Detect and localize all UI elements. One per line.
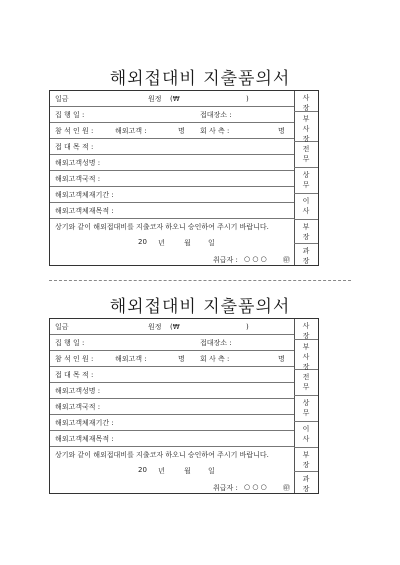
customer-country-label: 해외고객국적 : [55,403,101,411]
stay-period-label: 해외고객체재기간 : [55,191,114,199]
stay-purpose-row [50,203,294,219]
company-side-label: 회 사 측 : [200,127,230,135]
stay-purpose-row [50,431,294,447]
date-year: 20 [138,238,147,246]
approval-vice-president: 부 사 장 [294,340,318,370]
stay-period-row [50,415,294,431]
amount-label: 일금 [55,95,69,103]
approval-senior-director: 전 무 [294,142,318,168]
customer-name-row [50,155,294,171]
approval-president: 사 장 [294,319,318,340]
attendees-row [50,123,294,139]
approval-board-member: 이 사 [294,194,318,220]
date-year-unit: 년 [158,239,165,247]
place-label: 접대장소 : [200,339,232,347]
purpose-label: 접 대 목 적 : [55,143,94,151]
company-side-label: 회 사 측 : [200,355,230,363]
form-body [50,91,295,265]
amount-won-label: 원정 [148,95,162,103]
date-label: 집 행 일 : [55,339,85,347]
approval-director: 상 무 [294,168,318,194]
date-label: 집 행 일 : [55,111,85,119]
attendees-label: 참 석 인 원 : [55,127,94,135]
expense-form-top [0,0,400,265]
approval-column [294,91,318,265]
date-year-unit: 년 [158,467,165,475]
amount-close: ) [246,323,249,331]
approval-president: 사 장 [294,91,318,112]
request-area [50,219,294,267]
form-title: 해외접대비 지출품의서 [109,297,291,317]
approval-board-member: 이 사 [294,422,318,448]
stay-purpose-label: 해외고객체재목적 : [55,207,114,215]
approval-director: 상 무 [294,396,318,422]
request-area [50,447,294,495]
handler-label: 취급자 : [213,484,238,492]
form-title: 해외접대비 지출품의서 [109,69,291,89]
customer-name-label: 해외고객성명 : [55,159,101,167]
foreign-customers-label: 해외고객 : [115,127,147,135]
seal-icon: ㊞ [283,256,290,264]
amount-won-label: 원정 [148,323,162,331]
amount-row [50,319,294,335]
date-place-row [50,335,294,351]
customer-name-label: 해외고객성명 : [55,387,101,395]
amount-label: 일금 [55,323,69,331]
amount-open: (₩ [170,323,180,331]
foreign-unit: 명 [178,355,185,363]
form-body [50,319,295,493]
amount-open: (₩ [170,95,180,103]
company-unit: 명 [278,355,285,363]
date-month-unit: 월 [184,467,191,475]
purpose-row [50,367,294,383]
stay-period-row [50,187,294,203]
amount-close: ) [246,95,249,103]
request-text: 상기와 같이 해외접대비를 지출코자 하오니 승인하여 주시기 바랍니다. [55,451,269,459]
date-place-row [50,107,294,123]
attendees-row [50,351,294,367]
customer-country-row [50,399,294,415]
approval-general-manager: 부 장 [294,448,318,472]
request-text: 상기와 같이 해외접대비를 지출코자 하오니 승인하여 주시기 바랍니다. [55,223,269,231]
stay-period-label: 해외고객체재기간 : [55,419,114,427]
approval-manager: 과 장 [302,475,310,493]
customer-name-row [50,383,294,399]
purpose-row [50,139,294,155]
handler-label: 취급자 : [213,256,238,264]
place-label: 접대장소 : [200,111,232,119]
customer-country-label: 해외고객국적 : [55,175,101,183]
date-month-unit: 월 [184,239,191,247]
date-year: 20 [138,466,147,474]
seal-icon: ㊞ [283,484,290,492]
foreign-unit: 명 [178,127,185,135]
form-frame [49,90,319,266]
company-unit: 명 [278,127,285,135]
handler-marks: ○ ○ ○ [244,483,267,491]
foreign-customers-label: 해외고객 : [115,355,147,363]
customer-country-row [50,171,294,187]
amount-row [50,91,294,107]
approval-column [294,319,318,493]
date-day-unit: 일 [208,239,215,247]
approval-vice-president: 부 사 장 [294,112,318,142]
approval-senior-director: 전 무 [294,370,318,396]
date-day-unit: 일 [208,467,215,475]
purpose-label: 접 대 목 적 : [55,371,94,379]
attendees-label: 참 석 인 원 : [55,355,94,363]
handler-marks: ○ ○ ○ [244,255,267,263]
form-frame [49,318,319,494]
approval-manager: 과 장 [302,247,310,265]
stay-purpose-label: 해외고객체재목적 : [55,435,114,443]
expense-form-bottom [0,280,400,540]
approval-general-manager: 부 장 [294,220,318,244]
